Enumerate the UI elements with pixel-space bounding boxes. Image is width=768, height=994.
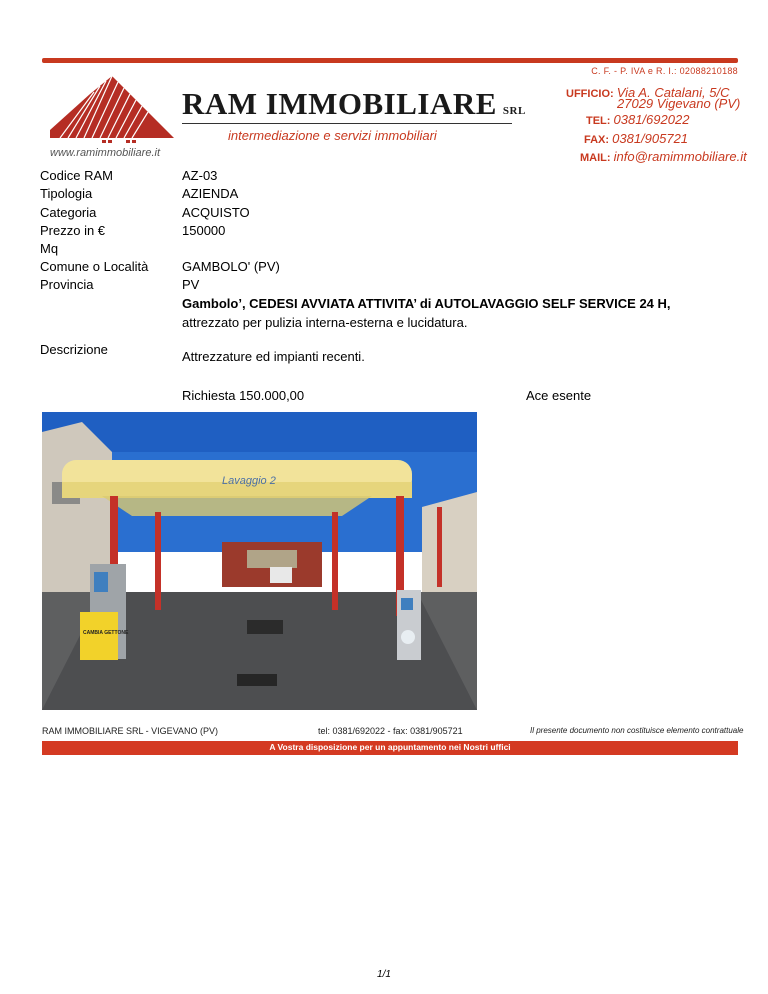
value-categoria: ACQUISTO <box>182 205 250 220</box>
page-number: 1/1 <box>377 969 391 980</box>
footer-phones: tel: 0381/692022 - fax: 0381/905721 <box>318 726 463 736</box>
brand-name: RAM IMMOBILIARE SRL <box>182 86 526 121</box>
fiscal-code: C. F. - P. IVA e R. I.: 02088210188 <box>591 66 738 76</box>
footer-company: RAM IMMOBILIARE SRL - VIGEVANO (PV) <box>42 726 219 736</box>
label-tipologia: Tipologia <box>40 186 93 201</box>
contact-mail[interactable]: MAIL: info@ramimmobiliare.it <box>580 149 747 164</box>
contact-fax: FAX: 0381/905721 <box>584 131 689 146</box>
footer-bar <box>42 741 738 755</box>
asking-price: Richiesta 150.000,00 <box>182 388 305 403</box>
tagline: intermediazione e servizi immobiliari <box>228 128 437 143</box>
footer-bar-text: A Vostra disposizione per un appuntamento nei Nostri uffici <box>269 742 511 752</box>
brand-underline <box>182 123 512 124</box>
label-mq: Mq <box>40 241 59 256</box>
company-logo <box>42 66 182 148</box>
value-provincia: PV <box>182 277 200 292</box>
website: www.ramimmobiliare.it <box>50 147 161 159</box>
label-descrizione: Descrizione <box>40 342 108 357</box>
energy-class: Ace esente <box>526 388 592 403</box>
label-categoria: Categoria <box>40 205 97 220</box>
value-prezzo: 150000 <box>182 223 226 238</box>
description-headline: Gambolo’, CEDESI AVVIATA ATTIVITA’ di AUTOLAVAGGIO SELF SERVICE 24 H, <box>182 296 671 311</box>
contact-tel: TEL: 0381/692022 <box>586 112 690 127</box>
header-rule <box>42 58 738 63</box>
label-provincia: Provincia <box>40 277 94 292</box>
value-comune: GAMBOLO' (PV) <box>182 259 280 274</box>
canopy-lettering: Lavaggio 2 <box>222 475 276 487</box>
label-comune: Comune o Località <box>40 259 149 274</box>
value-tipologia: AZIENDA <box>182 186 239 201</box>
label-codice: Codice RAM <box>40 168 113 183</box>
value-codice: AZ-03 <box>182 168 218 183</box>
description-line-3: Attrezzature ed impianti recenti. <box>182 349 365 364</box>
label-prezzo: Prezzo in € <box>40 223 106 238</box>
property-photo <box>42 412 477 710</box>
contact-office: UFFICIO: Via A. Catalani, 5/C <box>566 85 730 100</box>
description-line-2: attrezzato per pulizia interna-esterna e lucidatura. <box>182 315 468 330</box>
token-sign-text: CAMBIA GETTONE <box>83 630 129 636</box>
footer-disclaimer: Il presente documento non costituisce elemento contrattuale <box>530 726 744 735</box>
contact-office-city: 27029 Vigevano (PV) <box>617 96 741 111</box>
